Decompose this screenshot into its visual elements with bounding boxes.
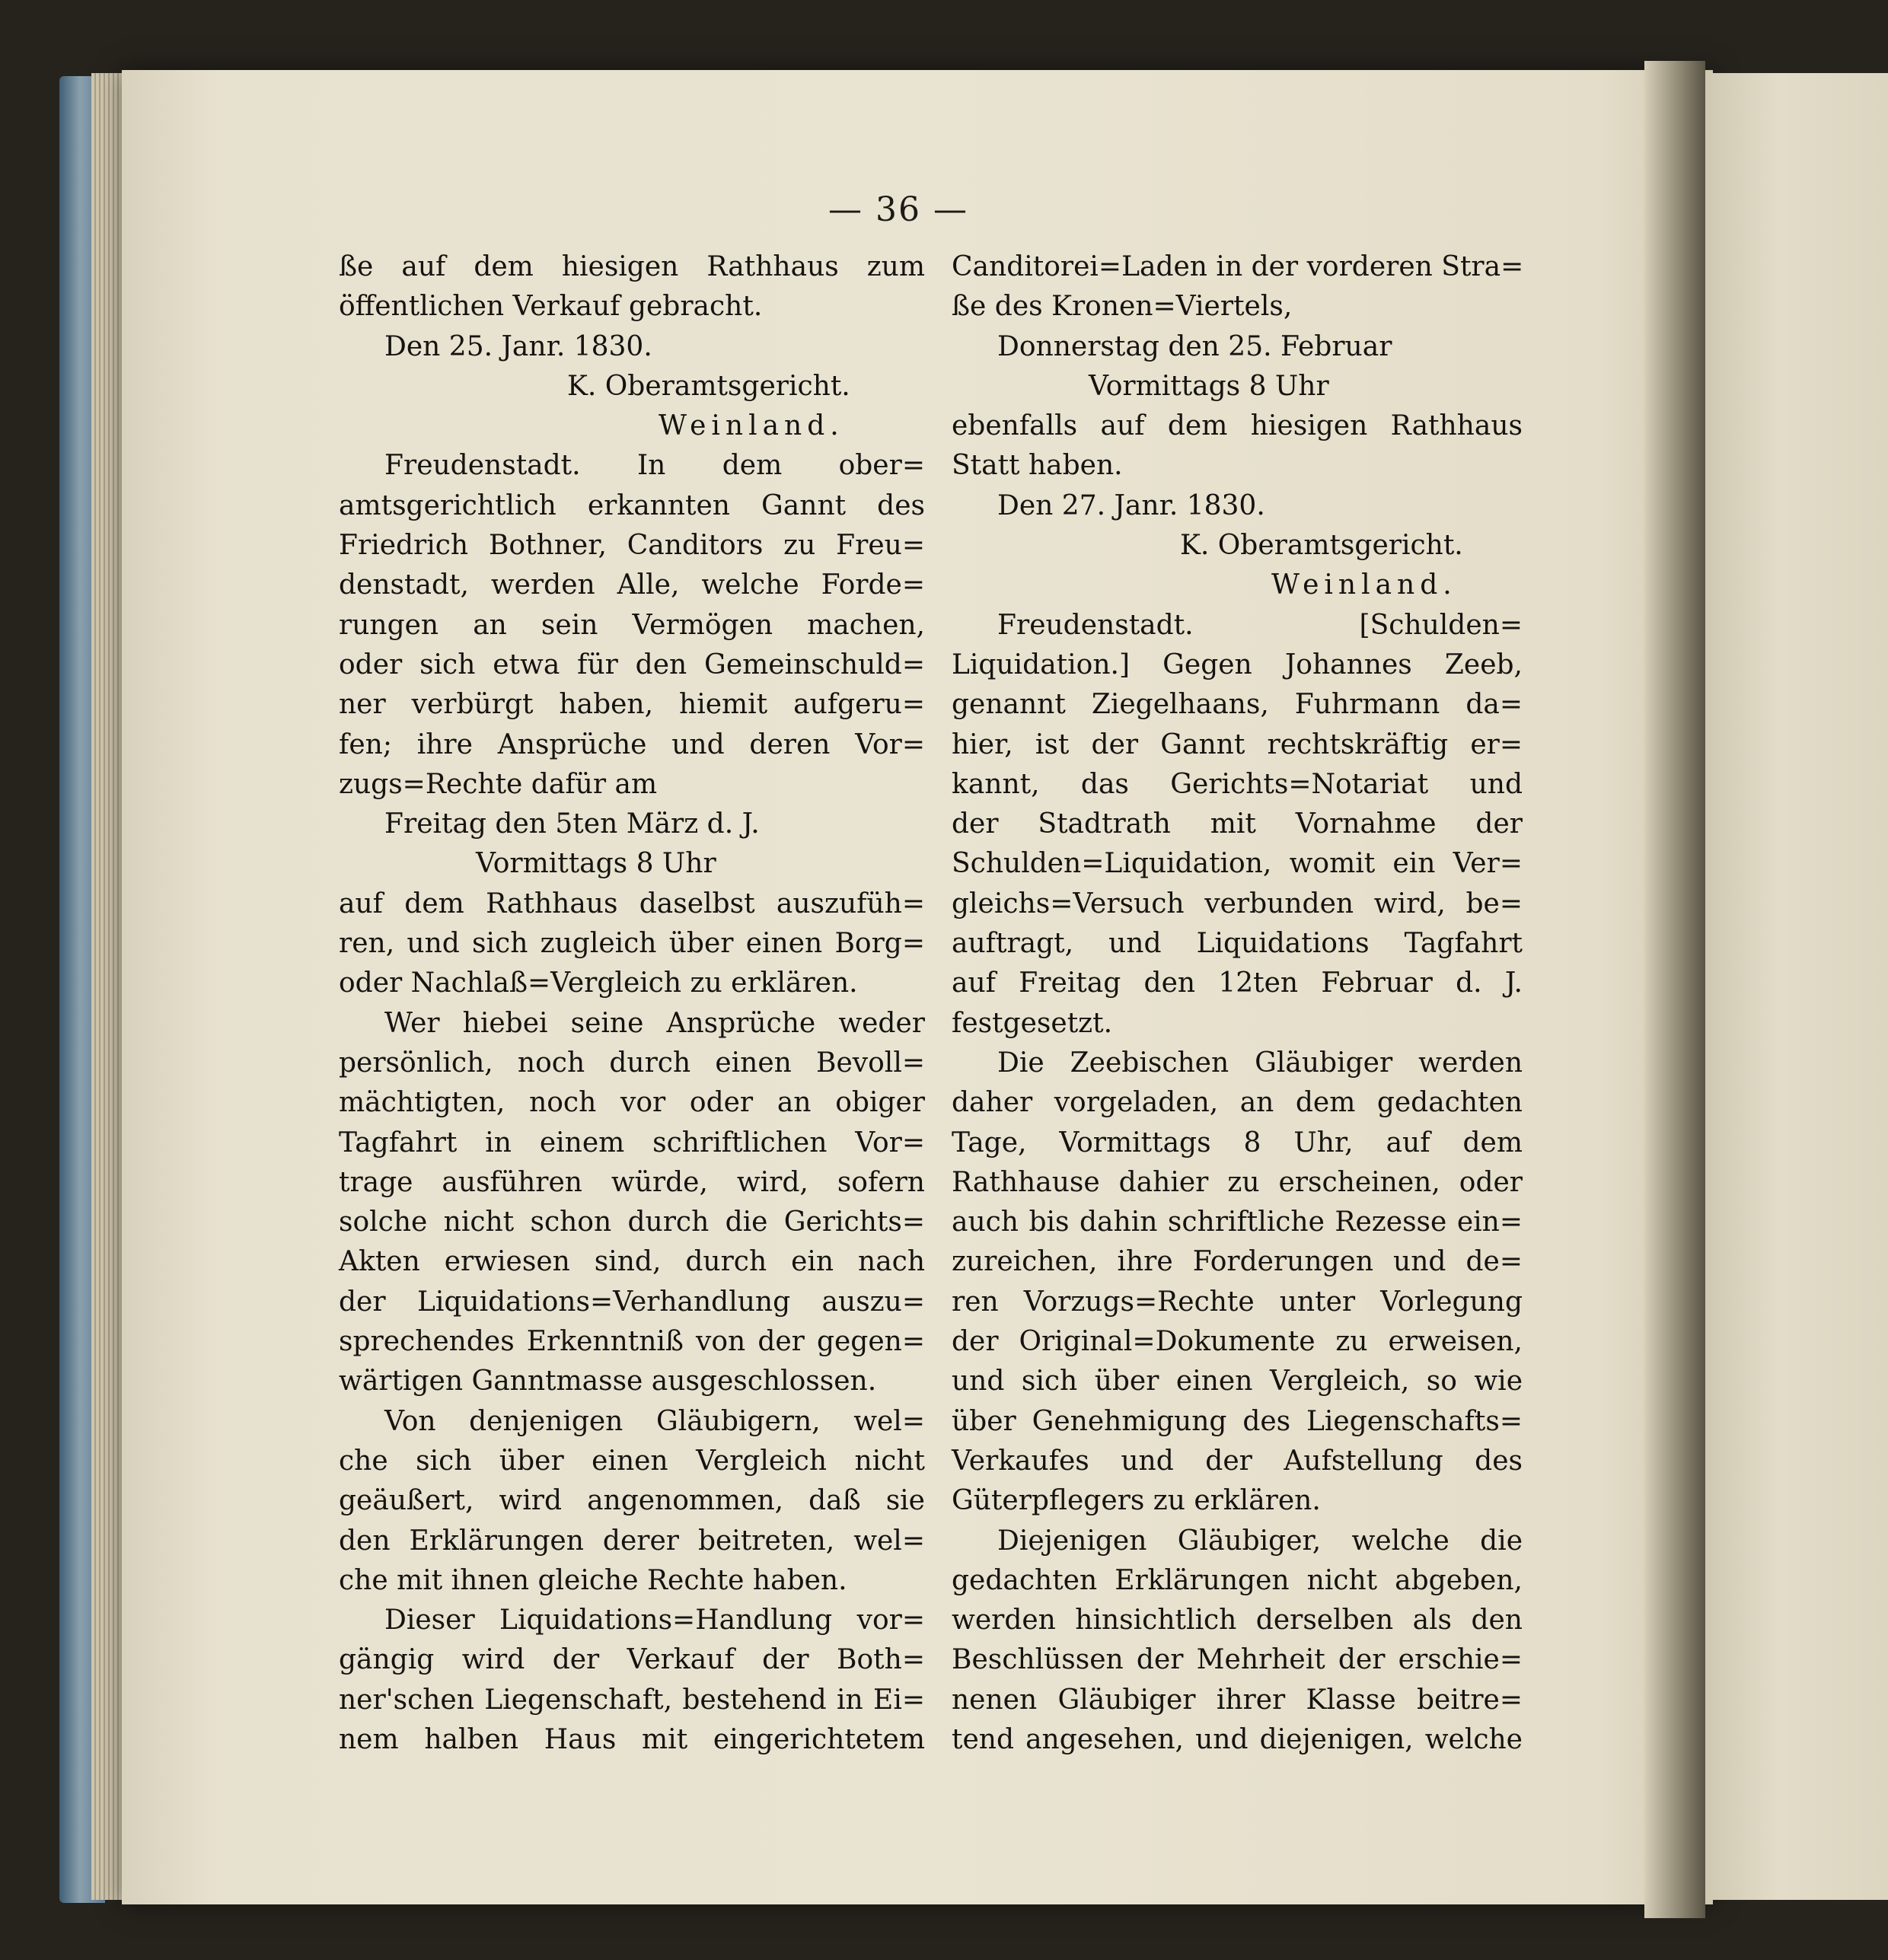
text-line: ebenfalls auf dem hiesigen Rathhaus [952, 410, 1523, 442]
text-line: Die Zeebischen Gläubiger werden [997, 1047, 1523, 1079]
text-line: der Original=Dokumente zu erweisen, [952, 1326, 1523, 1358]
text-line: tend angesehen, und diejenigen, welche [952, 1723, 1523, 1755]
text-line: Vormittags 8 Uhr [476, 848, 716, 880]
text-line: Freudenstadt. In dem ober= [384, 450, 925, 482]
text-line: ren, und sich zugleich über einen Borg= [339, 928, 925, 960]
book-spine-shadow [1644, 61, 1705, 1918]
text-line: Rathhause dahier zu erscheinen, oder [952, 1166, 1523, 1198]
text-line: ner'schen Liegenschaft, bestehend in Ei= [339, 1684, 925, 1716]
text-line: Wer hiebei seine Ansprüche weder [384, 1007, 925, 1039]
text-line: persönlich, noch durch einen Bevoll= [339, 1047, 925, 1079]
text-line: Von denjenigen Gläubigern, wel= [384, 1405, 925, 1437]
text-line: Den 27. Janr. 1830. [997, 489, 1265, 521]
text-line: Den 25. Janr. 1830. [384, 330, 652, 362]
text-line: ße des Kronen=Viertels, [952, 291, 1293, 323]
text-line: zugs=Rechte dafür am [339, 768, 658, 800]
text-line: Beschlüssen der Mehrheit der erschie= [952, 1644, 1523, 1676]
text-line: gleichs=Versuch verbunden wird, be= [952, 888, 1523, 919]
text-line: fen; ihre Ansprüche und deren Vor= [339, 728, 925, 760]
text-line: Statt haben. [952, 450, 1123, 482]
text-line: und sich über einen Vergleich, so wie [952, 1366, 1523, 1397]
text-line: der Stadtrath mit Vornahme der [952, 808, 1523, 840]
text-line: Akten erwiesen sind, durch ein nach [339, 1246, 925, 1278]
text-line: auftragt, und Liquidations Tagfahrt [952, 928, 1523, 960]
text-line: werden hinsichtlich derselben als den [952, 1605, 1523, 1637]
text-line: Tage, Vormittags 8 Uhr, auf dem [952, 1127, 1523, 1158]
text-line: denstadt, werden Alle, welche Forde= [339, 569, 925, 601]
text-line: hier, ist der Gannt rechtskräftig er= [952, 728, 1523, 760]
text-line: kannt, das Gerichts=Notariat und [952, 768, 1523, 800]
text-line: rungen an sein Vermögen machen, [339, 609, 925, 641]
text-line: nenen Gläubiger ihrer Klasse beitre= [952, 1684, 1523, 1716]
text-line: amtsgerichtlich erkannten Gannt des [339, 489, 925, 521]
text-line: Freudenstadt. [Schulden= [997, 609, 1523, 641]
facing-page-edge [1705, 73, 1888, 1900]
text-line: gedachten Erklärungen nicht abgeben, [952, 1564, 1523, 1596]
text-line: ren Vorzugs=Rechte unter Vorlegung [952, 1286, 1523, 1318]
text-line: den Erklärungen derer beitreten, wel= [339, 1525, 925, 1557]
text-line: Friedrich Bothner, Canditors zu Freu= [339, 530, 925, 562]
text-line: mächtigten, noch vor oder an obiger [339, 1087, 925, 1119]
text-line: auch bis dahin schriftliche Rezesse ein= [952, 1206, 1523, 1238]
text-line: solche nicht schon durch die Gerichts= [339, 1206, 925, 1238]
text-column-left [339, 247, 925, 1760]
text-line: Donnerstag den 25. Februar [997, 330, 1392, 362]
text-line: che mit ihnen gleiche Rechte haben. [339, 1564, 847, 1596]
page-number: — 36 — [828, 190, 968, 229]
text-line: Schulden=Liquidation, womit ein Ver= [952, 848, 1523, 880]
text-line: sprechendes Erkenntniß von der gegen= [339, 1326, 925, 1358]
text-line: Weinland. [1271, 569, 1457, 601]
text-line: zureichen, ihre Forderungen und de= [952, 1246, 1523, 1278]
text-line: Verkaufes und der Aufstellung des [952, 1445, 1523, 1477]
text-column-right [952, 247, 1523, 1760]
text-line: geäußert, wird angenommen, daß sie [339, 1485, 925, 1517]
text-line: nem halben Haus mit eingerichtetem [339, 1723, 925, 1755]
text-line: öffentlichen Verkauf gebracht. [339, 291, 763, 323]
text-line: Vormittags 8 Uhr [1089, 370, 1329, 402]
text-line: wärtigen Ganntmasse ausgeschlossen. [339, 1366, 877, 1397]
text-line: genannt Ziegelhaans, Fuhrmann da= [952, 689, 1523, 721]
text-line: über Genehmigung des Liegenschafts= [952, 1405, 1523, 1437]
text-line: der Liquidations=Verhandlung auszu= [339, 1286, 925, 1318]
text-line: gängig wird der Verkauf der Both= [339, 1644, 925, 1676]
text-line: Freitag den 5ten März d. J. [384, 808, 760, 840]
text-line: oder sich etwa für den Gemeinschuld= [339, 649, 925, 680]
text-line: Tagfahrt in einem schriftlichen Vor= [339, 1127, 925, 1158]
text-line: Canditorei=Laden in der vorderen Stra= [952, 251, 1524, 282]
text-line: daher vorgeladen, an dem gedachten [952, 1087, 1523, 1119]
text-line: auf dem Rathhaus daselbst auszufüh= [339, 888, 925, 919]
text-line: ße auf dem hiesigen Rathhaus zum [339, 251, 925, 282]
text-line: Liquidation.] Gegen Johannes Zeeb, [952, 649, 1523, 680]
text-line: trage ausführen würde, wird, sofern [339, 1166, 925, 1198]
text-line: Dieser Liquidations=Handlung vor= [384, 1605, 925, 1637]
text-line: Weinland. [659, 410, 844, 442]
text-line: auf Freitag den 12ten Februar d. J. [952, 967, 1523, 999]
text-line: oder Nachlaß=Vergleich zu erklären. [339, 967, 858, 999]
text-line: Diejenigen Gläubiger, welche die [997, 1525, 1523, 1557]
text-line: K. Oberamtsgericht. [1180, 530, 1463, 562]
text-line: Güterpflegers zu erklären. [952, 1485, 1321, 1517]
text-line: K. Oberamtsgericht. [567, 370, 850, 402]
text-line: che sich über einen Vergleich nicht [339, 1445, 925, 1477]
text-line: festgesetzt. [952, 1007, 1113, 1039]
text-line: ner verbürgt haben, hiemit aufgeru= [339, 689, 925, 721]
